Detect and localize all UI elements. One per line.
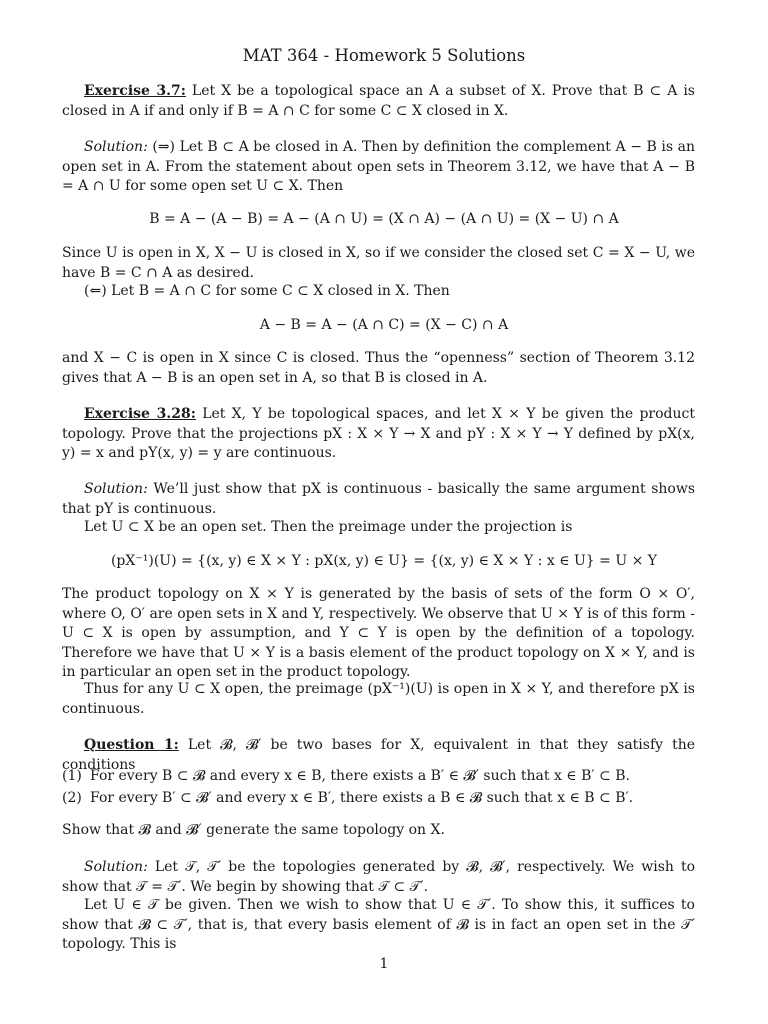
condition-2-number: (2): [62, 790, 82, 806]
condition-1: [62, 767, 695, 787]
exercise-3-28-heading: Exercise 3.28:: [84, 406, 196, 422]
solution-text: Let 𝒯, 𝒯′ be the topologies generated by 𝓑, 𝓑′, respectively. We wish to show that 𝒯 = 𝒯′. We begin by showing that 𝒯 ⊂ 𝒯′.: [62, 859, 695, 895]
page-title: MAT 364 - Homework 5 Solutions: [242, 46, 526, 65]
solution-label: Solution:: [84, 139, 148, 155]
question-1-text: Let 𝓑, 𝓑′ be two bases for X, equivalent in that they satisfy the conditions: [62, 737, 696, 773]
exercise-3-28-solution-p2: Let U ⊂ X be an open set. Then the preimage under the projection is: [84, 519, 573, 535]
condition-1-text: For every B ⊂ 𝓑 and every x ∈ B, there exists a B′ ∈ 𝓑′ such that x ∈ B′ ⊂ B.: [90, 768, 630, 784]
condition-2-text: For every B′ ⊂ 𝓑′ and every x ∈ B′, there exists a B ∈ 𝓑 such that x ∈ B ⊂ B′.: [90, 790, 634, 806]
exercise-3-7-equation-1: B = A − (A − B) = A − (A ∩ U) = (X ∩ A) − (A ∩ U) = (X − U) ∩ A: [149, 211, 619, 227]
exercise-3-7-solution-p2: Since U is open in X, X − U is closed in X, so if we consider the closed set C = X − U, we have B = C ∩ A as desired.: [62, 245, 695, 281]
question-1-task: Show that 𝓑 and 𝓑′ generate the same topology on X.: [62, 822, 445, 838]
exercise-3-28-solution-p1: [62, 480, 695, 519]
exercise-3-7-statement: [62, 82, 695, 121]
solution-label: Solution:: [84, 481, 148, 497]
exercise-3-28-statement: [62, 405, 695, 464]
exercise-3-28-solution-p3: The product topology on X × Y is generated by the basis of sets of the form O × O′, where O, O′ are open sets in X and Y, respectively. We observe that U × Y is of this form - U ⊂ X is open by assumption, and Y ⊂ Y is open by the definition of a topology. Therefore we have that U × Y is a basis element of the product topology on X × Y, and is in particular an open set in the product topology.: [62, 586, 695, 680]
exercise-3-7-text: Let X be a topological space an A a subset of X. Prove that B ⊂ A is closed in A if and only if B = A ∩ C for some C ⊂ X closed in X.: [62, 83, 695, 119]
exercise-3-7-heading: Exercise 3.7:: [84, 83, 186, 99]
question-1-solution-p2: Let U ∈ 𝒯 be given. Then we wish to show that U ∈ 𝒯′. To show this, it suffices to show that 𝓑 ⊂ 𝒯′, that is, that every basis element of 𝓑 is in fact an open set in the 𝒯′ topology. This is: [62, 897, 695, 952]
exercise-3-7-solution-p1: [62, 138, 695, 197]
solution-text: (⇒) Let B ⊂ A be closed in A. Then by definition the complement A − B is an open set in A. From the statement about open sets in Theorem 3.12, we have that A − B = A ∩ U for some open set U ⊂ X. Then: [62, 139, 695, 194]
exercise-3-28-text: Let X, Y be topological spaces, and let X × Y be given the product topology. Prove that the projections pX : X × Y → X and pY : X × Y → Y defined by pX(x, y) = x and pY(x, y) = y are continuous.: [62, 406, 695, 461]
condition-2: [62, 789, 695, 809]
exercise-3-28-solution-p4: Thus for any U ⊂ X open, the preimage (pX⁻¹)(U) is open in X × Y, and therefore pX is continuous.: [62, 681, 695, 717]
exercise-3-28-equation-1: (pX⁻¹)(U) = {(x, y) ∈ X × Y : pX(x, y) ∈ U} = {(x, y) ∈ X × Y : x ∈ U} = U × Y: [110, 553, 658, 569]
question-1-solution-p1: [62, 858, 695, 897]
page-number: 1: [379, 956, 389, 972]
exercise-3-7-equation-2: A − B = A − (A ∩ C) = (X − C) ∩ A: [259, 317, 509, 333]
solution-label: Solution:: [84, 859, 148, 875]
exercise-3-7-solution-p4: and X − C is open in X since C is closed. Thus the “openness” section of Theorem 3.12 gives that A − B is an open set in A, so that B is closed in A.: [62, 350, 695, 386]
question-1-heading: Question 1:: [84, 737, 179, 753]
condition-1-number: (1): [62, 768, 82, 784]
solution-text: We’ll just show that pX is continuous - basically the same argument shows that pY is continuous.: [62, 481, 695, 517]
exercise-3-7-solution-p3: (⇐) Let B = A ∩ C for some C ⊂ X closed in X. Then: [84, 283, 450, 299]
